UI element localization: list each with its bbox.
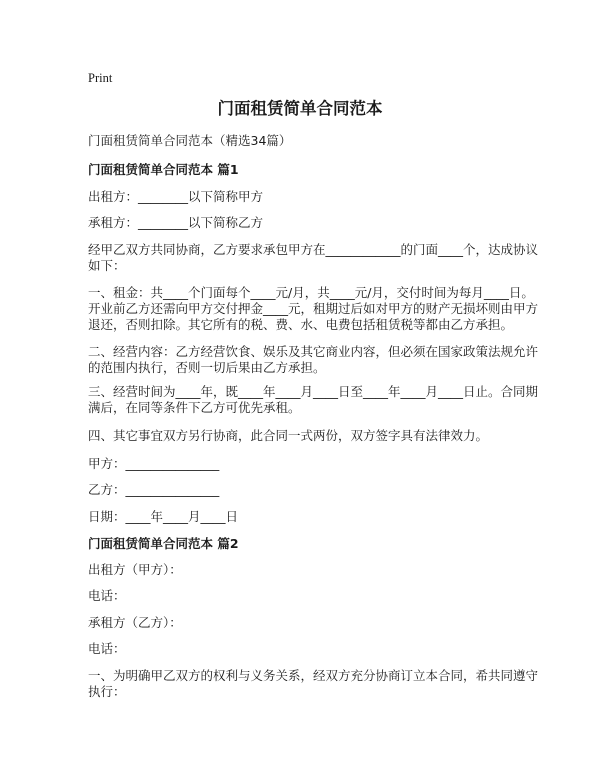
party-a-signature: 甲方：_______________ [88,456,220,471]
section2-lessor: 出租方（甲方）： [88,562,182,577]
section2-lessee: 承租方（乙方）： [88,615,182,630]
clause3-line-1: 三、经营时间为____年，既____年____月____日至____年____月____日止。合同期 [88,384,539,399]
lessee-line: 承租方：________以下简称乙方 [88,215,264,230]
clause2-line-2: 的范围内执行，否则一切后果由乙方承担。 [88,360,326,375]
party-b-signature: 乙方：_______________ [88,482,220,497]
clause4-line: 四、其它事宜双方另行协商，此合同一式两份，双方签字具有法律效力。 [88,428,489,443]
intro-line-1: 经甲乙双方共同协商，乙方要求承包甲方在____________的门面____个，达成协议 [88,242,539,257]
clause1-line-2: 开业前乙方还需向甲方交付押金____元，租期过后如对甲方的财产无损坏则由甲方 [88,301,539,316]
lessor-line: 出租方：________以下简称甲方 [88,189,264,204]
section2-heading: 门面租赁简单合同范本 篇2 [88,536,239,551]
print-label: Print [88,71,113,85]
section2-clause1-line-2: 执行： [88,684,126,699]
document-subtitle: 门面租赁简单合同范本（精选34篇） [88,133,292,148]
section2-phone-2: 电话： [88,641,126,656]
section2-clause1-line-1: 一、为明确甲乙双方的权利与义务关系，经双方充分协商订立本合同，希共同遵守 [88,668,539,683]
document-title: 门面租赁简单合同范本 [217,99,383,118]
section1-heading: 门面租赁简单合同范本 篇1 [88,162,239,177]
clause3-line-2: 满后，在同等条件下乙方可优先承租。 [88,400,301,415]
clause1-line-3: 退还，否则扣除。其它所有的税、费、水、电费包括租赁税等都由乙方承担。 [88,317,514,332]
date-line: 日期：____年____月____日 [88,509,239,524]
section2-phone-1: 电话： [88,588,126,603]
clause2-line-1: 二、经营内容：乙方经营饮食、娱乐及其它商业内容，但必须在国家政策法规允许 [88,344,539,359]
intro-line-2: 如下： [88,258,126,273]
clause1-line-1: 一、租金：共____个门面每个____元/月，共____元/月，交付时间为每月____日。 [88,285,534,300]
